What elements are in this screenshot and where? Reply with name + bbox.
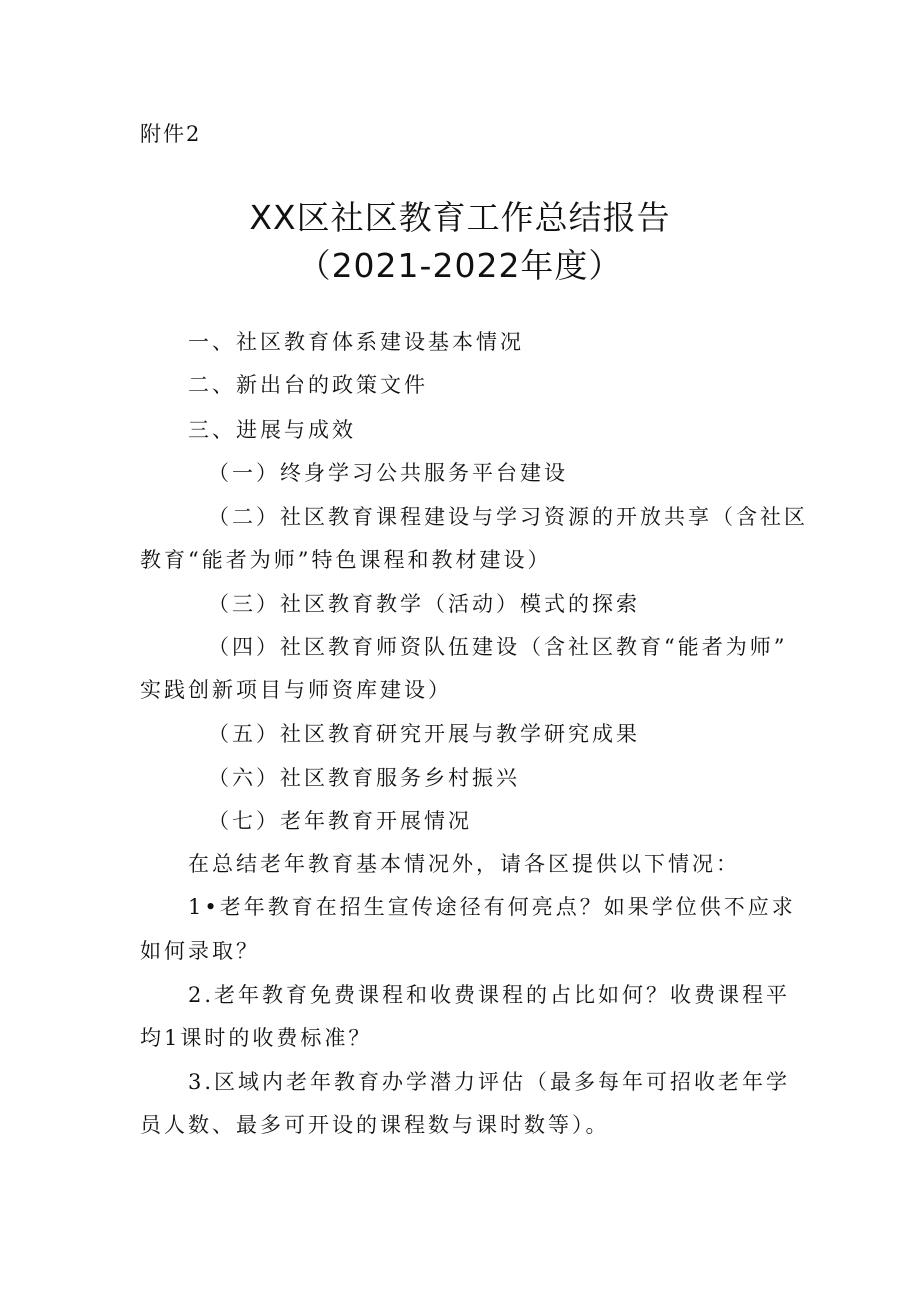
section-3-heading: 三、进展与成效 (188, 418, 356, 442)
section-2-heading: 二、新出台的政策文件 (188, 373, 428, 397)
report-year: （2021-2022年度） (297, 246, 623, 285)
subsection-2-line-2: 教育“能者为师”特色课程和教材建设） (140, 548, 552, 572)
subsection-1: （一）终身学习公共服务平台建设 (208, 461, 568, 485)
subsection-3: （三）社区教育教学（活动）模式的探索 (208, 592, 640, 616)
subsection-6: （六）社区教育服务乡村振兴 (208, 766, 520, 790)
subsection-5: （五）社区教育研究开展与教学研究成果 (208, 722, 640, 746)
question-1-line-1: 1•老年教育在招生宣传途径有何亮点？如果学位供不应求 (188, 895, 796, 919)
question-3-line-1: 3.区域内老年教育办学潜力评估（最多每年可招收老年学 (188, 1070, 791, 1094)
intro-paragraph: 在总结老年教育基本情况外，请各区提供以下情况： (188, 852, 740, 876)
question-3-line-2: 员人数、最多可开设的课程数与课时数等）。 (140, 1113, 610, 1137)
section-1-heading: 一、社区教育体系建设基本情况 (188, 330, 524, 354)
subsection-4-line-1: （四）社区教育师资队伍建设（含社区教育“能者为师” (208, 635, 788, 659)
subsection-2-line-1: （二）社区教育课程建设与学习资源的开放共享（含社区 (208, 505, 808, 529)
question-2-line-1: 2.老年教育免费课程和收费课程的占比如何？收费课程平 (188, 983, 791, 1007)
report-title: XX区社区教育工作总结报告 (249, 198, 671, 237)
question-1-line-2: 如何录取？ (140, 939, 260, 963)
attachment-label: 附件2 (140, 122, 202, 146)
subsection-4-line-2: 实践创新项目与师资库建设） (140, 678, 452, 702)
subsection-7: （七）老年教育开展情况 (208, 809, 472, 833)
question-2-line-2: 均1课时的收费标准？ (140, 1026, 373, 1050)
